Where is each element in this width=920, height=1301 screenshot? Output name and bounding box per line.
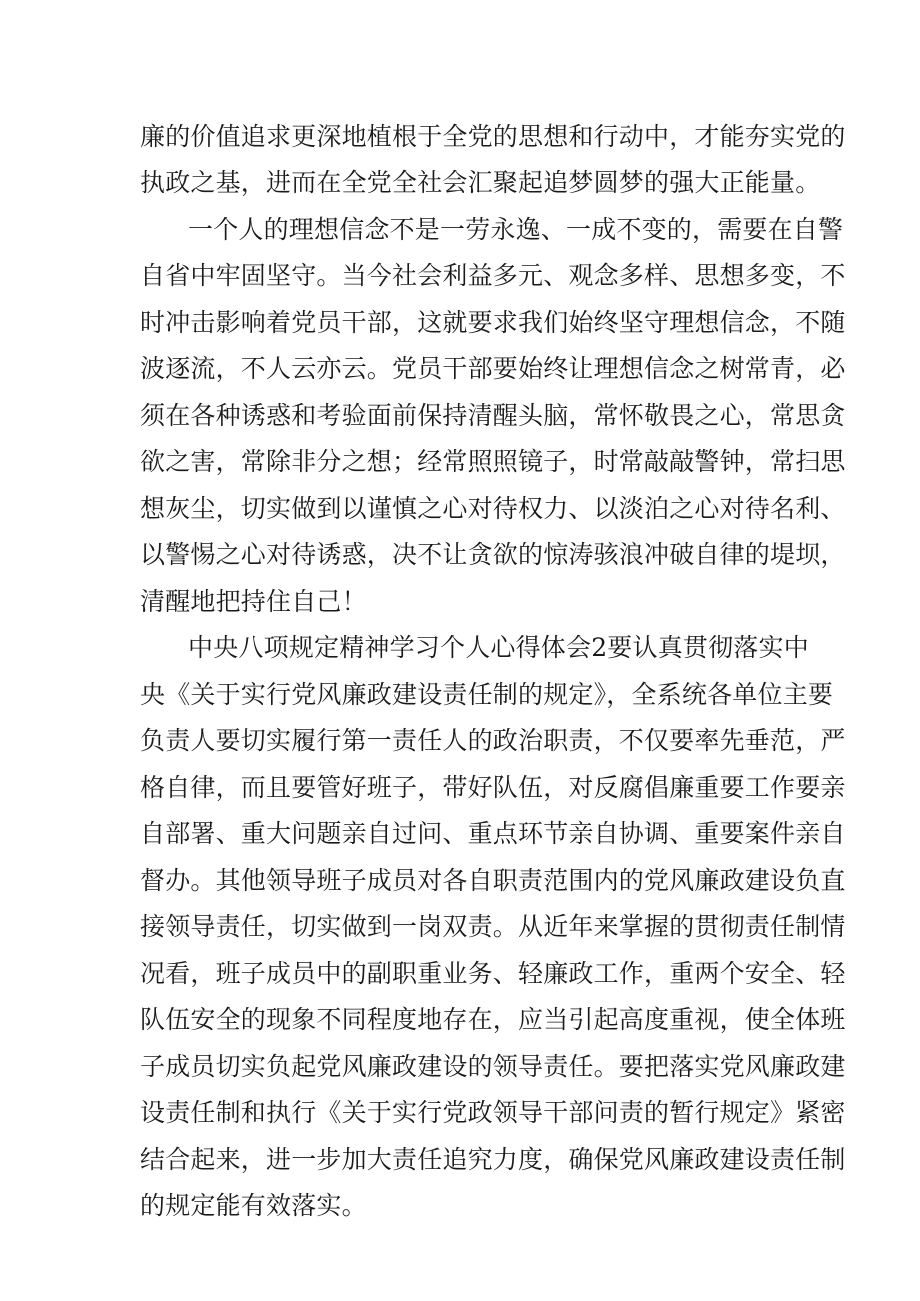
text-line: 须在各种诱惑和考验面前保持清醒头脑，常怀敬畏之心，常思贪: [140, 401, 846, 430]
text-line: 队伍安全的现象不同程度地存在，应当引起高度重视，使全体班: [140, 1005, 846, 1034]
text-line: 廉的价值追求更深地植根于全党的思想和行动中，才能夯实党的: [140, 122, 846, 151]
text-line: 中央八项规定精神学习个人心得体会2要认真贯彻落实中: [188, 633, 809, 662]
text-line: 负责人要切实履行第一责任人的政治职责，不仅要率先垂范，严: [140, 726, 846, 755]
text-line: 格自律，而且要管好班子，带好队伍，对反腐倡廉重要工作要亲: [140, 773, 846, 802]
text-line: 清醒地把持住自己！: [140, 587, 367, 616]
text-line: 督办。其他领导班子成员对各自职责范围内的党风廉政建设负直: [140, 866, 846, 895]
text-line: 欲之害，常除非分之想；经常照照镜子，时常敲敲警钟，常扫思: [140, 447, 846, 476]
text-line: 接领导责任，切实做到一岗双责。从近年来掌握的贯彻责任制情: [140, 912, 846, 941]
text-line: 况看，班子成员中的副职重业务、轻廉政工作，重两个安全、轻: [140, 959, 846, 988]
text-line: 一个人的理想信念不是一劳永逸、一成不变的，需要在自警: [188, 215, 844, 244]
text-line: 结合起来，进一步加大责任追究力度，确保党风廉政建设责任制: [140, 1145, 846, 1174]
text-line: 设责任制和执行《关于实行党政领导干部问责的暂行规定》紧密: [140, 1098, 846, 1127]
text-line: 波逐流，不人云亦云。党员干部要始终让理想信念之树常青，必: [140, 354, 846, 383]
text-line: 想灰尘，切实做到以谨慎之心对待权力、以淡泊之心对待名利、: [140, 494, 846, 523]
text-line: 自部署、重大问题亲自过问、重点环节亲自协调、重要案件亲自: [140, 819, 846, 848]
text-line: 的规定能有效落实。: [140, 1191, 367, 1220]
text-line: 以警惕之心对待诱惑，决不让贪欲的惊涛骇浪冲破自律的堤坝，: [140, 540, 846, 569]
text-line: 子成员切实负起党风廉政建设的领导责任。要把落实党风廉政建: [140, 1052, 846, 1081]
text-line: 时冲击影响着党员干部，这就要求我们始终坚守理想信念，不随: [140, 308, 846, 337]
text-line: 自省中牢固坚守。当今社会利益多元、观念多样、思想多变，不: [140, 261, 846, 290]
text-line: 执政之基，进而在全党全社会汇聚起追梦圆梦的强大正能量。: [140, 168, 821, 197]
text-line: 央《关于实行党风廉政建设责任制的规定》，全系统各单位主要: [140, 680, 834, 709]
